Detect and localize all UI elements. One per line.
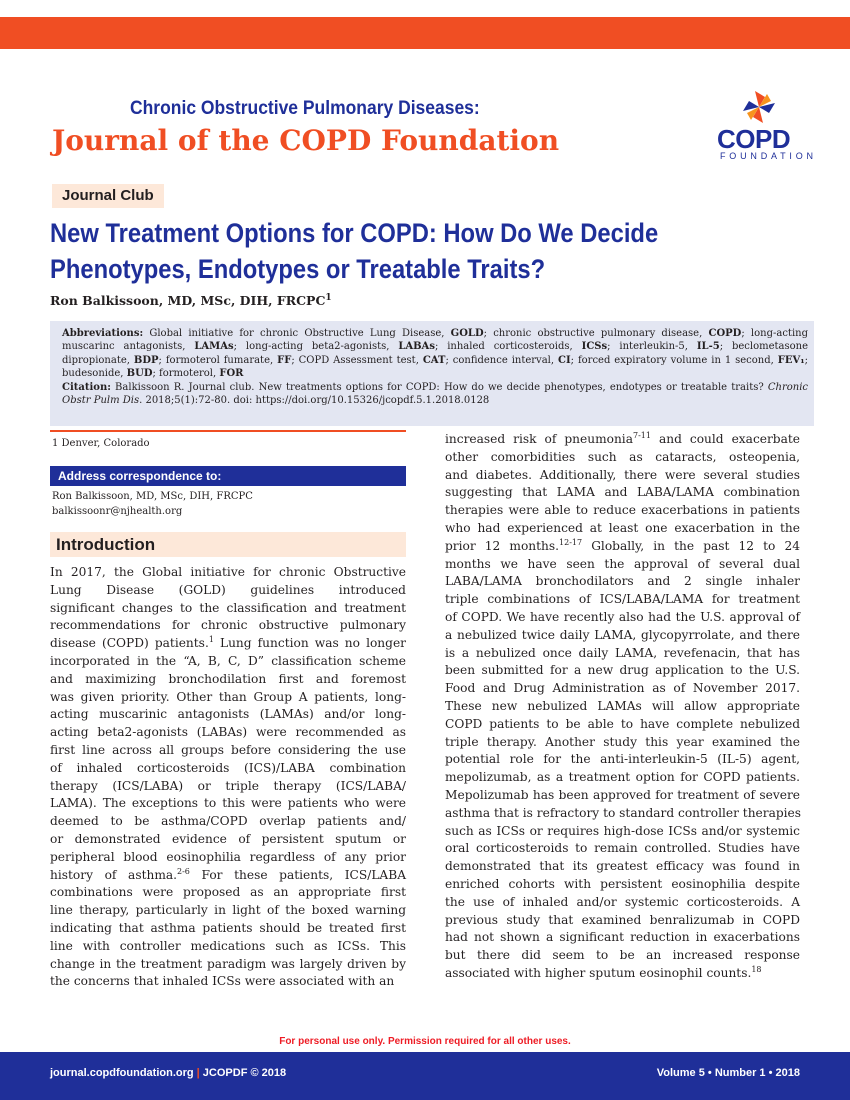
abbreviation-term: FEV₁ — [777, 354, 805, 366]
text-line: of COPD. We have recently also had the U.S. approval of — [445, 609, 800, 624]
abbreviation-definition: ; forced expiratory volume in 1 second, — [570, 354, 778, 366]
abbreviation-term: CAT — [422, 354, 446, 366]
text-line: been submitted for a new drug application to the U.S. — [445, 663, 800, 678]
text-line: combinations were proposed as an appropriate first — [50, 885, 406, 900]
correspondence-heading-label: Address correspondence to: — [58, 469, 222, 483]
footer-site-link[interactable]: journal.copdfoundation.org — [50, 1067, 194, 1079]
correspondence-name: Ron Balkissoon, MD, MSc, DIH, FRCPC — [52, 491, 253, 502]
abbreviation-definition: ; beclometasone dipropionate, — [62, 341, 809, 366]
section-tag: Journal Club — [52, 184, 164, 208]
text-line: peripheral blood eosinophilia regardless of any prior — [50, 849, 406, 864]
author-names: Ron Balkissoon, MD, MSc, DIH, FRCPC — [50, 293, 326, 309]
text-line: history of asthma.$^{2-6}$ For these patients, ICS/LABA — [50, 866, 406, 882]
text-line: LABA/LAMA bronchodilators and 2 single inhaler — [445, 574, 800, 589]
footer-separator: | — [196, 1067, 200, 1079]
reference-superscript: 7-11 — [632, 430, 651, 440]
introduction-heading — [50, 532, 406, 557]
abbreviation-definition: ; COPD Assessment test, — [291, 354, 423, 366]
text-line: line with controller medications such as ICSs. This — [50, 938, 406, 953]
text-line: incorporated in the “A, B, C, D” classification scheme — [50, 653, 406, 668]
text-line: suggesting that LAMA and LABA/LAMA combination — [445, 485, 800, 500]
text-line: therapies were able to reduce exacerbations in patients — [445, 503, 800, 518]
text-line: These new nebulized LAMAs will allow appropriate — [445, 698, 800, 713]
body-column-left — [50, 564, 406, 991]
abbreviation-definition: ; budesonide, — [62, 354, 809, 380]
text-line: acting beta2-agonists (LABAs) were recommended as — [50, 725, 406, 740]
text-line: Food and Drug Administration as of November 2017. — [445, 681, 800, 696]
abbreviation-term: IL-5 — [696, 341, 720, 353]
text-line: disease (COPD) patients.$^1$ Lung function was no longer — [50, 635, 406, 651]
usage-notice: For personal use only. Permission required for all other uses. — [279, 1036, 571, 1047]
abbreviation-term: GOLD — [450, 328, 484, 339]
citation-journal: Chronic Obstr Pulm Dis — [62, 381, 808, 407]
abbreviation-definition: ; inhaled corticosteroids, — [434, 341, 582, 353]
text-line: triple combinations of ICS/LABA/LAMA for treatment — [445, 592, 800, 607]
abbreviation-term: FF — [277, 354, 292, 366]
text-line: months we have seen the approval of several dual — [445, 556, 800, 571]
text-line: mepolizumab, as a treatment option for COPD patients. — [445, 770, 800, 785]
abbreviation-definition: Global initiative for chronic Obstructive Lung Disease, — [143, 328, 451, 339]
text-line: enriched cohorts with persistent eosinophilia despite — [445, 876, 800, 891]
reference-superscript: 2-6 — [177, 866, 190, 876]
citation-text — [62, 381, 808, 408]
text-line: associated with higher sputum eosinophil counts.$^{18}$ — [445, 964, 762, 980]
abbreviation-definition: ; long-acting muscarinc antagonists, — [62, 328, 808, 353]
abbreviation-term: LAMAs — [194, 341, 234, 353]
text-line: Lung Disease (GOLD) guidelines introduced — [50, 582, 406, 597]
correspondence-heading — [50, 466, 406, 486]
abbreviation-term: BDP — [133, 354, 159, 366]
body-column-right — [445, 431, 800, 983]
correspondence-email[interactable]: balkissoonr@njhealth.org — [52, 506, 183, 517]
text-line: the use of inhaled and/or systemic corticosteroids. A — [445, 894, 800, 909]
journal-subtitle: Chronic Obstructive Pulmonary Diseases: — [130, 98, 480, 119]
text-line: indicating that asthma patients should be treated first — [50, 920, 406, 935]
text-line: had not shown a significant reduction in exacerbations — [445, 930, 800, 945]
text-line: or demonstrated evidence of persistent sputum or — [50, 831, 406, 846]
divider — [50, 430, 406, 432]
footer-volume: Volume 5 • Number 1 • 2018 — [656, 1067, 800, 1079]
text-line: such as ICSs or requires high-dose ICSs and/or systemic — [445, 823, 800, 838]
citation-doi: . 2018;5(1):72-80. doi: https://doi.org/10.15326/jcopdf.5.1.2018.0128 — [139, 395, 490, 407]
text-line: significant changes to the classification and treatment — [50, 600, 406, 615]
text-line: but there did seem to be an increased response — [445, 948, 800, 963]
footer-copyright: JCOPDF © 2018 — [202, 1067, 287, 1079]
text-line: is a nebulized once daily LAMA, revefenacin, that has — [445, 645, 800, 660]
text-line: demonstrated that its greatest efficacy was found in — [445, 859, 800, 874]
text-line: deemed to be asthma/COPD overlap patients and/ — [50, 814, 406, 829]
abbreviation-definition: ; long-acting beta2-agonists, — [233, 341, 399, 353]
abbreviation-definition: ; formoterol fumarate, — [158, 354, 278, 366]
text-line: of inhaled corticosteroids (ICS)/LABA combination — [50, 760, 406, 775]
title-line: New Treatment Options for COPD: How Do We Decide — [50, 218, 659, 248]
abbreviation-term: BUD — [126, 368, 153, 380]
abbreviations-list — [62, 328, 808, 379]
text-line: triple therapy. Another study this year examined the — [445, 734, 800, 749]
text-line: oral corticosteroids to remain controlled. Studies have — [445, 841, 800, 856]
text-line: other comorbidities such as cataracts, osteopenia, — [445, 449, 800, 464]
abbreviation-term: LABAs — [398, 341, 435, 353]
text-line: increased risk of pneumonia$^{7-11}$ and could exacerbate — [445, 430, 800, 446]
text-line: asthma that is refractory to standard controller therapies — [445, 805, 802, 820]
page-number: 72 — [22, 0, 35, 12]
citation-body: Balkissoon R. Journal club. New treatments options for COPD: How do we decide phenotypes, endotypes or treatable traits? — [110, 381, 768, 393]
abbreviation-term: FOR — [219, 368, 244, 380]
abbreviations-label: Abbreviations: — [62, 328, 144, 339]
abbreviation-definition: ; formoterol, — [152, 368, 220, 380]
text-line: first line across all groups before considering the use — [50, 742, 406, 757]
text-line: prior 12 months.$^{12-17}$ Globally, in the past 12 to 24 — [445, 537, 800, 553]
text-line: Mepolizumab has been approved for treatment of severe — [445, 787, 800, 802]
text-line: and maximizing bronchodilation first and foremost — [50, 671, 406, 686]
abbreviation-term: ICSs — [581, 341, 608, 353]
text-line: change in the treatment paradigm was largely driven by — [50, 956, 406, 971]
abbreviation-definition: ; chronic obstructive pulmonary disease, — [483, 328, 709, 339]
logo-subtext: FOUNDATION — [720, 151, 817, 161]
article-title — [50, 215, 719, 287]
text-line: was given priority. Other than Group A patients, long- — [50, 689, 406, 704]
logo-text: COPD — [717, 124, 791, 154]
text-line: COPD patients to be able to have complete nebulized — [445, 716, 800, 731]
title-line: Phenotypes, Endotypes or Treatable Traits? — [50, 254, 546, 284]
author-line — [50, 293, 332, 308]
abbreviations-box — [50, 321, 814, 426]
abbreviation-term: CI — [558, 354, 571, 366]
journal-title: Journal of the COPD Foundation — [52, 124, 560, 157]
text-line: potential role for the anti-interleukin-5 (IL-5) agent, — [445, 752, 800, 767]
text-line: who had experienced at least one exacerbation in the — [445, 520, 800, 535]
text-line: acting muscarinic antagonists (LAMAs) and/or long- — [50, 707, 406, 722]
reference-superscript: 12-17 — [559, 537, 583, 547]
abbreviations-text — [62, 327, 808, 381]
text-line: the concerns that inhaled ICSs were associated with an — [50, 974, 395, 989]
author-affiliation-mark: 1 — [325, 293, 332, 303]
reference-superscript: 1 — [208, 635, 214, 645]
text-line: In 2017, the Global initiative for chronic Obstructive — [50, 565, 406, 579]
text-line: LAMA). The exceptions to this were patients who were — [50, 796, 406, 811]
text-line: therapy (ICS/LABA) or triple therapy (ICS/LABA/ — [50, 778, 406, 793]
reference-superscript: 18 — [751, 964, 762, 974]
text-line: a nebulized twice daily LAMA, glycopyrrolate, and there — [445, 627, 800, 642]
top-bar — [0, 17, 850, 49]
text-line: and diabetes. Additionally, there were several studies — [445, 467, 800, 482]
text-line: previous study that examined benralizumab in COPD — [445, 912, 800, 927]
abbreviation-definition: ; confidence interval, — [445, 354, 558, 366]
abbreviation-definition: ; interleukin-5, — [607, 341, 697, 353]
footer-left — [50, 1067, 286, 1079]
abbreviation-term: COPD — [708, 328, 742, 339]
text-line: line therapy, particularly in light of the boxed warning — [50, 903, 406, 918]
affiliation-note: 1 Denver, Colorado — [52, 438, 150, 449]
introduction-heading-label: Introduction — [56, 535, 156, 554]
text-line: recommendations for chronic obstructive pulmonary — [50, 618, 406, 633]
citation-label: Citation: — [62, 381, 111, 393]
